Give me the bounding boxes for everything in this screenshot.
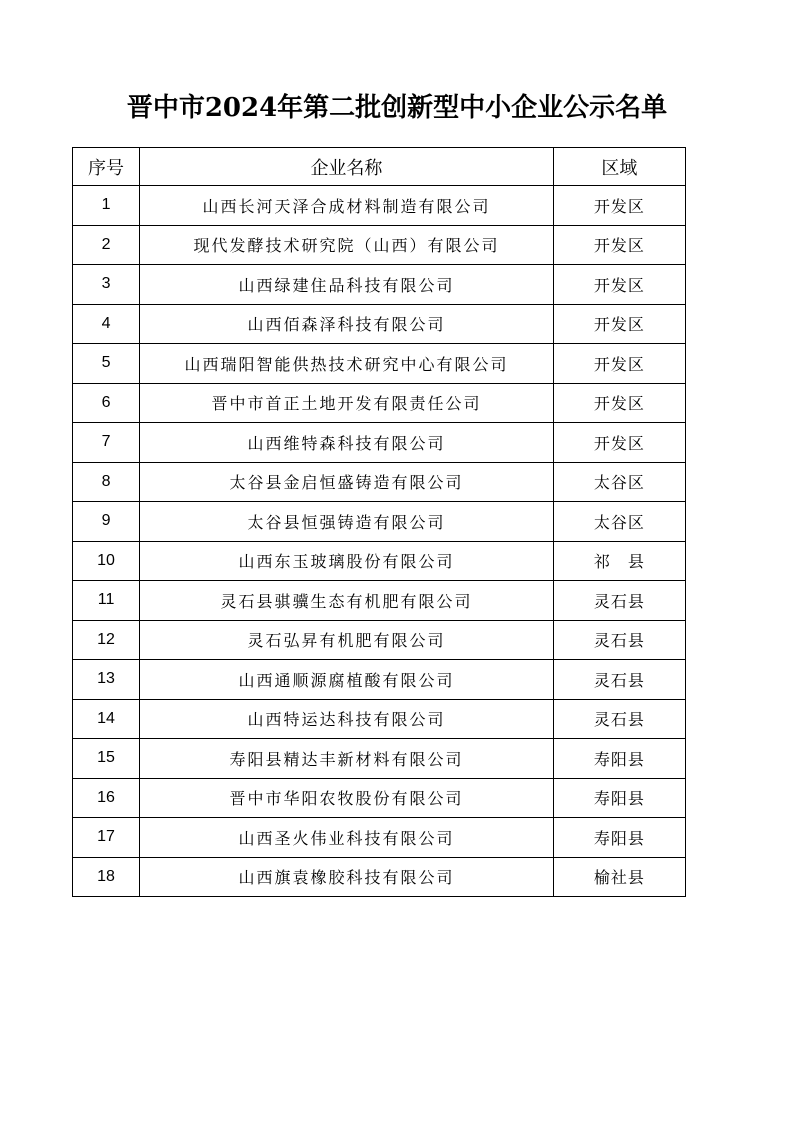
table-row [73,739,686,779]
row-company-name: 山西维特森科技有限公司 [140,423,554,463]
row-serial-number: 11 [73,581,140,621]
row-company-name: 山西通顺源腐植酸有限公司 [140,660,554,700]
row-serial-number: 6 [73,383,140,423]
row-serial-number: 3 [73,265,140,305]
row-serial-number: 5 [73,344,140,384]
table-row [73,660,686,700]
row-region: 寿阳县 [553,818,685,858]
row-region: 灵石县 [553,660,685,700]
header-company-name: 企业名称 [140,148,554,186]
row-serial-number: 17 [73,818,140,858]
table-row [73,265,686,305]
row-serial-number: 12 [73,620,140,660]
row-region: 灵石县 [553,699,685,739]
row-region: 灵石县 [553,620,685,660]
table-row [73,383,686,423]
row-serial-number: 10 [73,541,140,581]
row-serial-number: 7 [73,423,140,463]
row-region: 开发区 [553,344,685,384]
row-company-name: 太谷县金启恒盛铸造有限公司 [140,462,554,502]
row-company-name: 山西特运达科技有限公司 [140,699,554,739]
row-company-name: 晋中市华阳农牧股份有限公司 [140,778,554,818]
table-row [73,541,686,581]
row-region: 祁 县 [553,541,685,581]
row-region: 寿阳县 [553,778,685,818]
table-row [73,581,686,621]
page-title: 晋中市2024年第二批创新型中小企业公示名单 [126,93,668,123]
row-company-name: 灵石弘昇有机肥有限公司 [140,620,554,660]
table-row [73,818,686,858]
row-company-name: 山西旗袁橡胶科技有限公司 [140,857,554,897]
row-serial-number: 18 [73,857,140,897]
row-region: 开发区 [553,186,685,226]
row-region: 寿阳县 [553,739,685,779]
row-serial-number: 14 [73,699,140,739]
row-company-name: 山西圣火伟业科技有限公司 [140,818,554,858]
table-row [73,778,686,818]
row-company-name: 山西瑞阳智能供热技术研究中心有限公司 [140,344,554,384]
row-company-name: 山西绿建住品科技有限公司 [140,265,554,305]
row-company-name: 现代发酵技术研究院（山西）有限公司 [140,225,554,265]
row-region: 太谷区 [553,502,685,542]
row-serial-number: 4 [73,304,140,344]
row-serial-number: 13 [73,660,140,700]
header-serial-number: 序号 [73,148,140,186]
row-region: 开发区 [553,225,685,265]
row-serial-number: 8 [73,462,140,502]
table-row [73,344,686,384]
row-region: 开发区 [553,423,685,463]
table-row [73,620,686,660]
row-company-name: 山西佰森泽科技有限公司 [140,304,554,344]
row-serial-number: 9 [73,502,140,542]
row-company-name: 寿阳县精达丰新材料有限公司 [140,739,554,779]
table-row [73,857,686,897]
table-row [73,304,686,344]
row-serial-number: 2 [73,225,140,265]
row-serial-number: 1 [73,186,140,226]
row-company-name: 山西长河天泽合成材料制造有限公司 [140,186,554,226]
row-serial-number: 15 [73,739,140,779]
row-company-name: 晋中市首正土地开发有限责任公司 [140,383,554,423]
row-region: 灵石县 [553,581,685,621]
table-row [73,699,686,739]
table-header-row [73,148,686,186]
row-region: 太谷区 [553,462,685,502]
row-company-name: 山西东玉玻璃股份有限公司 [140,541,554,581]
table-row [73,225,686,265]
table-row [73,186,686,226]
row-serial-number: 16 [73,778,140,818]
table-row [73,462,686,502]
row-region: 开发区 [553,304,685,344]
row-region: 开发区 [553,383,685,423]
row-company-name: 太谷县恒强铸造有限公司 [140,502,554,542]
row-region: 榆社县 [553,857,685,897]
row-region: 开发区 [553,265,685,305]
table-row [73,502,686,542]
table-row [73,423,686,463]
header-region: 区域 [553,148,685,186]
row-company-name: 灵石县骐骥生态有机肥有限公司 [140,581,554,621]
enterprise-table [72,147,686,897]
table-body [73,186,686,897]
